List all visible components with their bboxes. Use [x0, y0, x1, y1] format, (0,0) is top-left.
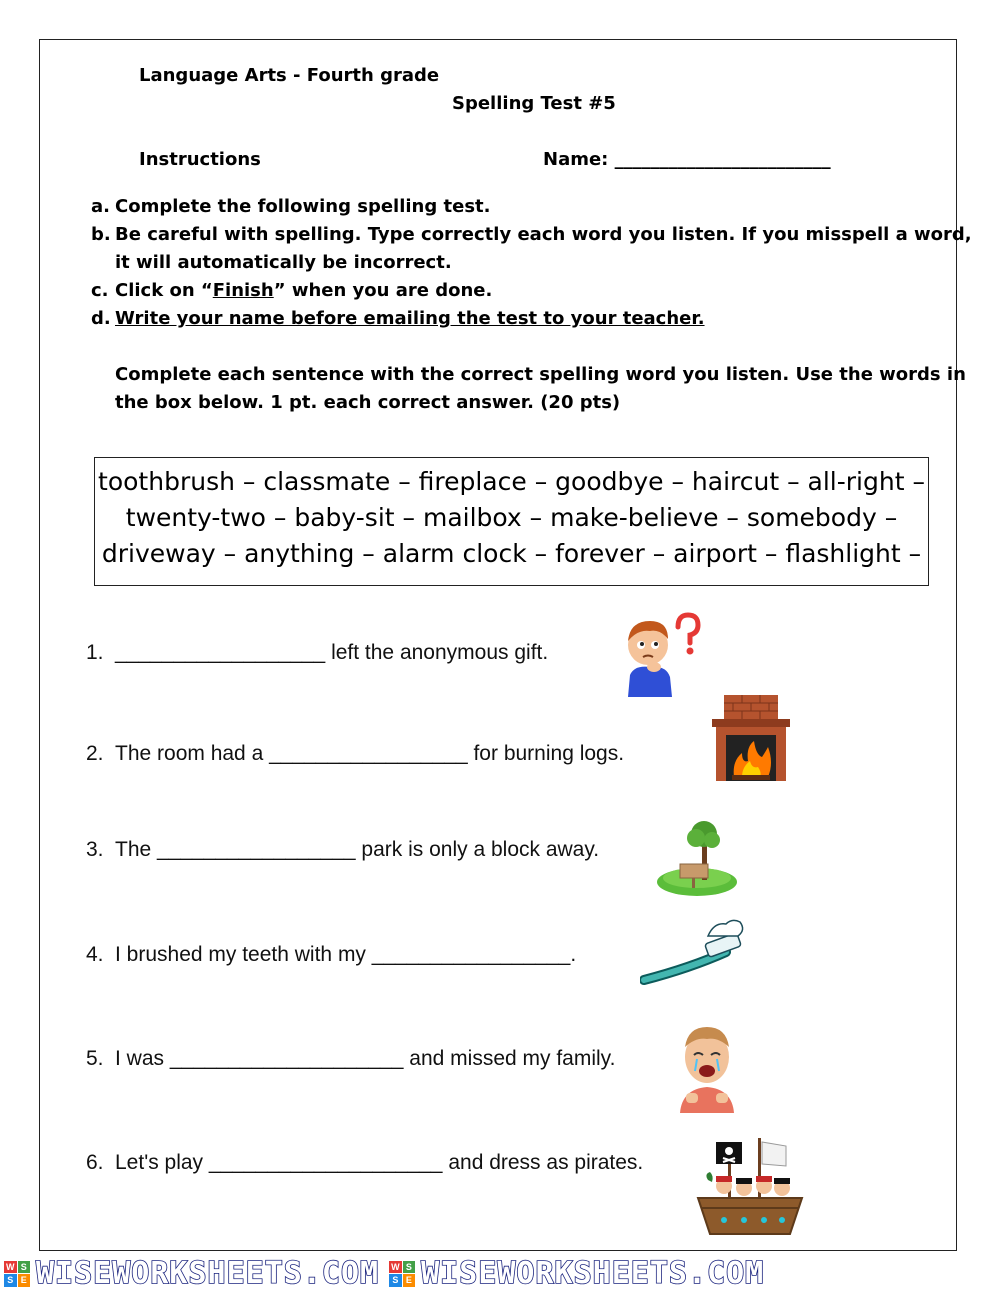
question-4: 4. I brushed my teeth with my _________________. — [86, 943, 577, 966]
instruction-b-continued: it will automatically be incorrect. — [115, 252, 452, 273]
toothbrush-icon — [640, 916, 748, 990]
footer-brand-text[interactable]: WISEWORKSHEETS.COM — [421, 1255, 765, 1291]
confused-boy-icon — [610, 605, 702, 697]
question-2: 2. The room had a _________________ for burning logs. — [86, 742, 625, 765]
instruction-a: a. Complete the following spelling test. — [91, 196, 491, 217]
wiseworksheets-logo-icon: W S S E — [4, 1261, 30, 1287]
question-5: 5. I was ____________________ and missed my family. — [86, 1047, 616, 1070]
pirate-ship-icon — [694, 1136, 806, 1242]
footer-watermark — [0, 1256, 1000, 1291]
page-title: Spelling Test #5 — [452, 93, 616, 114]
instruction-d: d. Write your name before emailing the test to your teacher. — [91, 308, 705, 329]
park-sign-icon — [656, 818, 738, 898]
instruction-b: b. Be careful with spelling. Type correctly each word you listen. If you misspell a word, — [91, 224, 972, 245]
word-bank-line: driveway – anything – alarm clock – forever – airport – flashlight – — [101, 539, 922, 568]
word-bank-box — [94, 457, 929, 586]
word-bank-line: twenty-two – baby-sit – mailbox – make-believe – somebody – — [125, 503, 898, 532]
question-1: 1. __________________ left the anonymous gift. — [86, 641, 549, 664]
crying-boy-icon — [676, 1023, 738, 1113]
answer-blank[interactable]: _________________ — [371, 943, 571, 966]
answer-blank[interactable]: __________________ — [115, 641, 326, 664]
question-3: 3. The _________________ park is only a block away. — [86, 838, 600, 861]
instructions-label: Instructions — [139, 149, 261, 170]
subject-heading: Language Arts - Fourth grade — [139, 65, 440, 86]
footer-brand-text[interactable]: WISEWORKSHEETS.COM — [36, 1255, 380, 1291]
word-bank-line: toothbrush – classmate – fireplace – goodbye – haircut – all-right – — [98, 467, 925, 496]
answer-blank[interactable]: _________________ — [269, 742, 468, 765]
task-description: Complete each sentence with the correct spelling word you listen. Use the words in the box below. 1 pt. each correct answer. (20 pts) — [115, 364, 966, 413]
answer-blank[interactable]: ____________________ — [208, 1151, 443, 1174]
answer-blank[interactable]: ____________________ — [169, 1047, 404, 1070]
question-6: 6. Let's play ____________________ and dress as pirates. — [86, 1151, 644, 1174]
answer-blank[interactable]: _________________ — [157, 838, 356, 861]
instruction-c: c. Click on “Finish” when you are done. — [91, 280, 493, 301]
name-field-label[interactable]: Name: ________________________ — [543, 149, 831, 170]
fireplace-icon — [712, 695, 790, 781]
finish-link[interactable]: Finish — [212, 280, 274, 301]
wiseworksheets-logo-icon: W S S E — [389, 1261, 415, 1287]
instruction-list — [91, 193, 972, 333]
